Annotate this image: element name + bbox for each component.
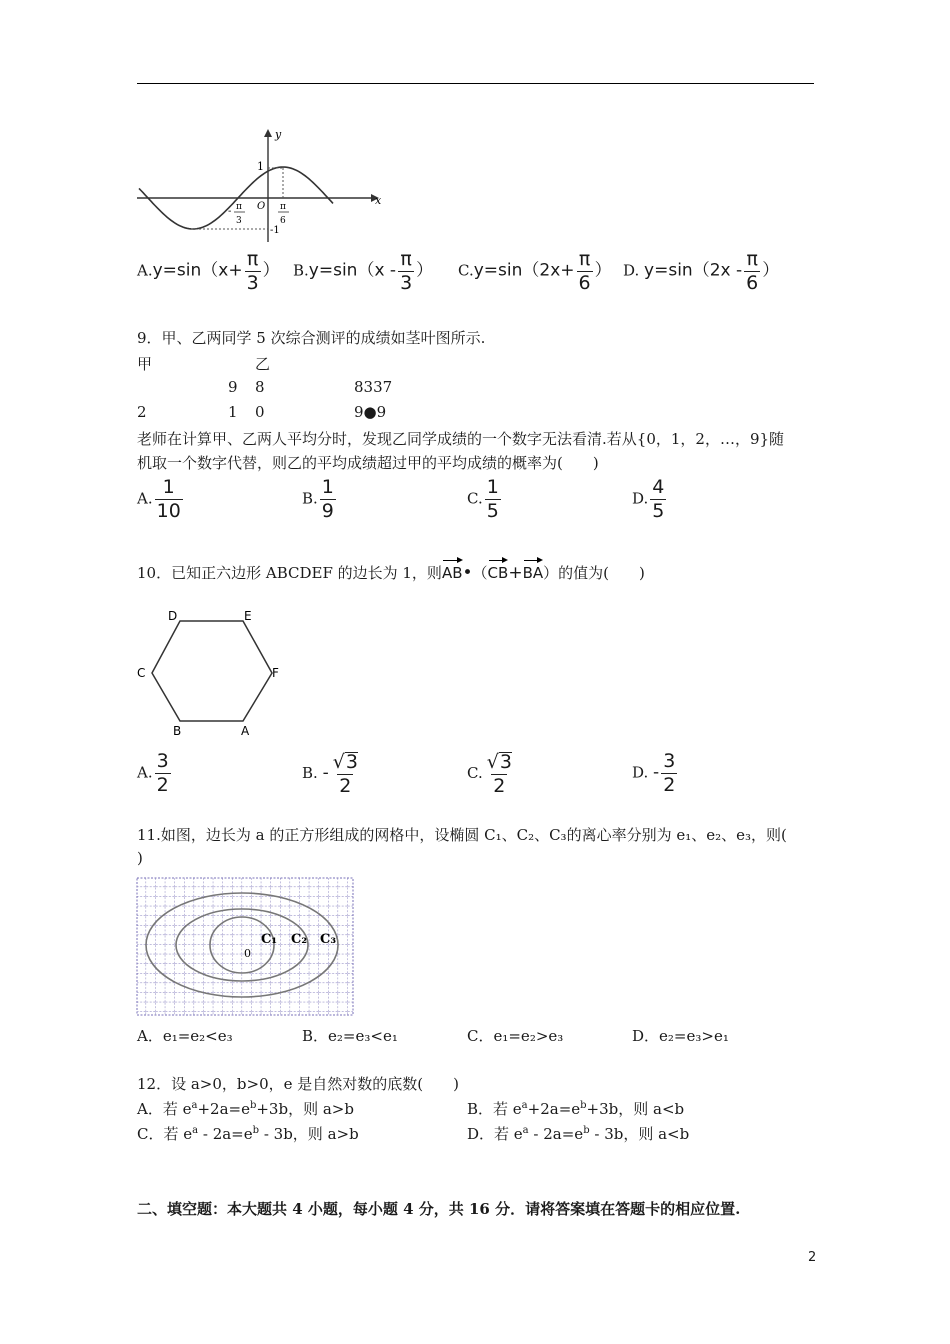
q10-option-a[interactable]: A. $\frac{3}{2}$ — [137, 750, 169, 796]
q9-option-d[interactable]: D. $\frac{4}{5}$ — [632, 476, 665, 522]
q11-option-d[interactable]: D．e₂=e₃>e₁ — [632, 1027, 729, 1045]
q9-r2-left-a: 2 — [137, 403, 147, 421]
hex-label-d: D — [168, 609, 178, 623]
vector-ab: AB — [442, 558, 463, 582]
fig-label-c3: C₃ — [320, 932, 337, 947]
q10-option-c[interactable]: C. $\frac{√3}{2}$ — [467, 751, 512, 797]
q8-c-frac: $\frac{\pi}{6}$ — [578, 248, 591, 294]
tick-right-num: π — [280, 202, 286, 212]
q8-option-d[interactable]: D. y=sin（2x - $\frac{\pi}{6}$ ） — [623, 248, 780, 294]
q9-r2-right: 9●9 — [354, 403, 387, 421]
q10-option-d[interactable]: D. - $\frac{3}{2}$ — [632, 750, 676, 796]
q9-option-b[interactable]: B. $\frac{1}{9}$ — [302, 476, 334, 522]
y-one-label: 1 — [257, 160, 264, 173]
hex-label-c: C — [137, 666, 146, 680]
q12-stem: 12．设 a>0，b>0，e 是自然对数的底数( ) — [137, 1075, 459, 1093]
q8-b-frac: $\frac{\pi}{3}$ — [400, 248, 413, 294]
origin-label: O — [257, 201, 266, 212]
hex-label-b: B — [173, 724, 182, 738]
vector-cb: CB — [488, 558, 509, 582]
vector-ba: BA — [523, 558, 544, 582]
q10-c-frac: $\frac{√3}{2}$ — [486, 751, 512, 797]
q8-a-frac: $\frac{\pi}{3}$ — [246, 248, 259, 294]
ellipse-grid-figure — [136, 877, 356, 1017]
q11-stem-line1: 11.如图，边长为 a 的正方形组成的网格中，设椭圆 C₁、C₂、C₃的离心率分别为 e₁、e₂、e₃，则( — [137, 826, 787, 844]
q8-option-a[interactable]: A.y=sin（x+ $\frac{\pi}{3}$ ） — [137, 248, 280, 294]
q10-b-frac: $\frac{√3}{2}$ — [332, 751, 358, 797]
q8-option-c[interactable]: C.y=sin（2x+ $\frac{\pi}{6}$ ） — [458, 248, 612, 294]
q11-stem-line2: ) — [137, 849, 143, 867]
q9-head-yi: 乙 — [255, 355, 271, 373]
q9-option-a[interactable]: A. $\frac{1}{10}$ — [137, 476, 181, 522]
hex-label-a: A — [241, 724, 250, 738]
page-number: 2 — [808, 1250, 817, 1265]
sine-graph — [133, 128, 393, 246]
fig-label-c2: C₂ — [291, 932, 308, 947]
tick-left-sign: - — [228, 206, 232, 217]
q12-option-a[interactable]: A．若 $e^a+2a=e^b+3b$，则 a>b — [137, 1100, 354, 1118]
q10-option-b[interactable]: B. - $\frac{√3}{2}$ — [302, 751, 358, 797]
q9-d-frac: $\frac{4}{5}$ — [652, 476, 665, 522]
q8-a-label: A. — [137, 261, 153, 280]
tick-right-den: 6 — [280, 216, 286, 226]
q9-option-c[interactable]: C. $\frac{1}{5}$ — [467, 476, 499, 522]
y-neg-one-label: -1 — [270, 225, 280, 236]
q11-option-c[interactable]: C．e₁=e₂>e₃ — [467, 1027, 564, 1045]
q12-option-c[interactable]: C．若 $e^a - 2a=e^b - 3b$，则 a>b — [137, 1125, 359, 1143]
q9-r1-stem: 8 — [255, 378, 265, 396]
hex-label-e: E — [244, 609, 252, 623]
fig-label-c1: C₁ — [261, 932, 278, 947]
hex-label-f: F — [272, 666, 279, 680]
q9-r1-left: 9 — [228, 378, 238, 396]
q10-d-frac: $\frac{3}{2}$ — [663, 750, 676, 796]
q9-a-frac: $\frac{1}{10}$ — [156, 476, 181, 522]
tick-left-den: 3 — [236, 216, 242, 226]
q12-option-b[interactable]: B．若 $e^a+2a=e^b+3b$，则 a<b — [467, 1100, 685, 1118]
q9-text-line1: 老师在计算甲、乙两人平均分时，发现乙同学成绩的一个数字无法看清.若从{0，1，2，…，9}随 — [137, 430, 785, 448]
q9-head-jia: 甲 — [137, 355, 153, 373]
q9-b-frac: $\frac{1}{9}$ — [321, 476, 334, 522]
q9-r2-left-b: 1 — [228, 403, 238, 421]
q9-r2-stem: 0 — [255, 403, 265, 421]
section-2-heading: 二、填空题：本大题共 4 小题，每小题 4 分，共 16 分．请将答案填在答题卡的相应位置. — [137, 1200, 741, 1218]
q9-stem: 9．甲、乙两同学 5 次综合测评的成绩如茎叶图所示. — [137, 329, 486, 347]
q9-text-line2: 机取一个数字代替，则乙的平均成绩超过甲的平均成绩的概率为( ) — [137, 454, 599, 472]
tick-left-num: π — [236, 202, 242, 212]
x-axis-label: x — [375, 194, 382, 207]
header-rule — [137, 83, 814, 84]
y-axis-arrow-icon — [264, 129, 272, 137]
q8-d-frac: $\frac{\pi}{6}$ — [746, 248, 759, 294]
q9-c-frac: $\frac{1}{5}$ — [486, 476, 499, 522]
q10-a-frac: $\frac{3}{2}$ — [156, 750, 169, 796]
q8-option-b[interactable]: B.y=sin（x - $\frac{\pi}{3}$ ） — [293, 248, 434, 294]
y-axis-label: y — [275, 128, 282, 141]
q11-option-b[interactable]: B．e₂=e₃<e₁ — [302, 1027, 398, 1045]
hexagon-figure — [135, 604, 285, 739]
q10-stem: 10．已知正六边形 ABCDEF 的边长为 1，则AB•（CB+BA）的值为( ) — [137, 558, 645, 583]
q12-option-d[interactable]: D．若 $e^a - 2a=e^b - 3b$，则 a<b — [467, 1125, 690, 1143]
q9-r1-right: 8337 — [354, 378, 393, 396]
hexagon — [152, 621, 272, 721]
q11-option-a[interactable]: A．e₁=e₂<e₃ — [137, 1027, 233, 1045]
fig-origin: 0 — [244, 947, 251, 960]
